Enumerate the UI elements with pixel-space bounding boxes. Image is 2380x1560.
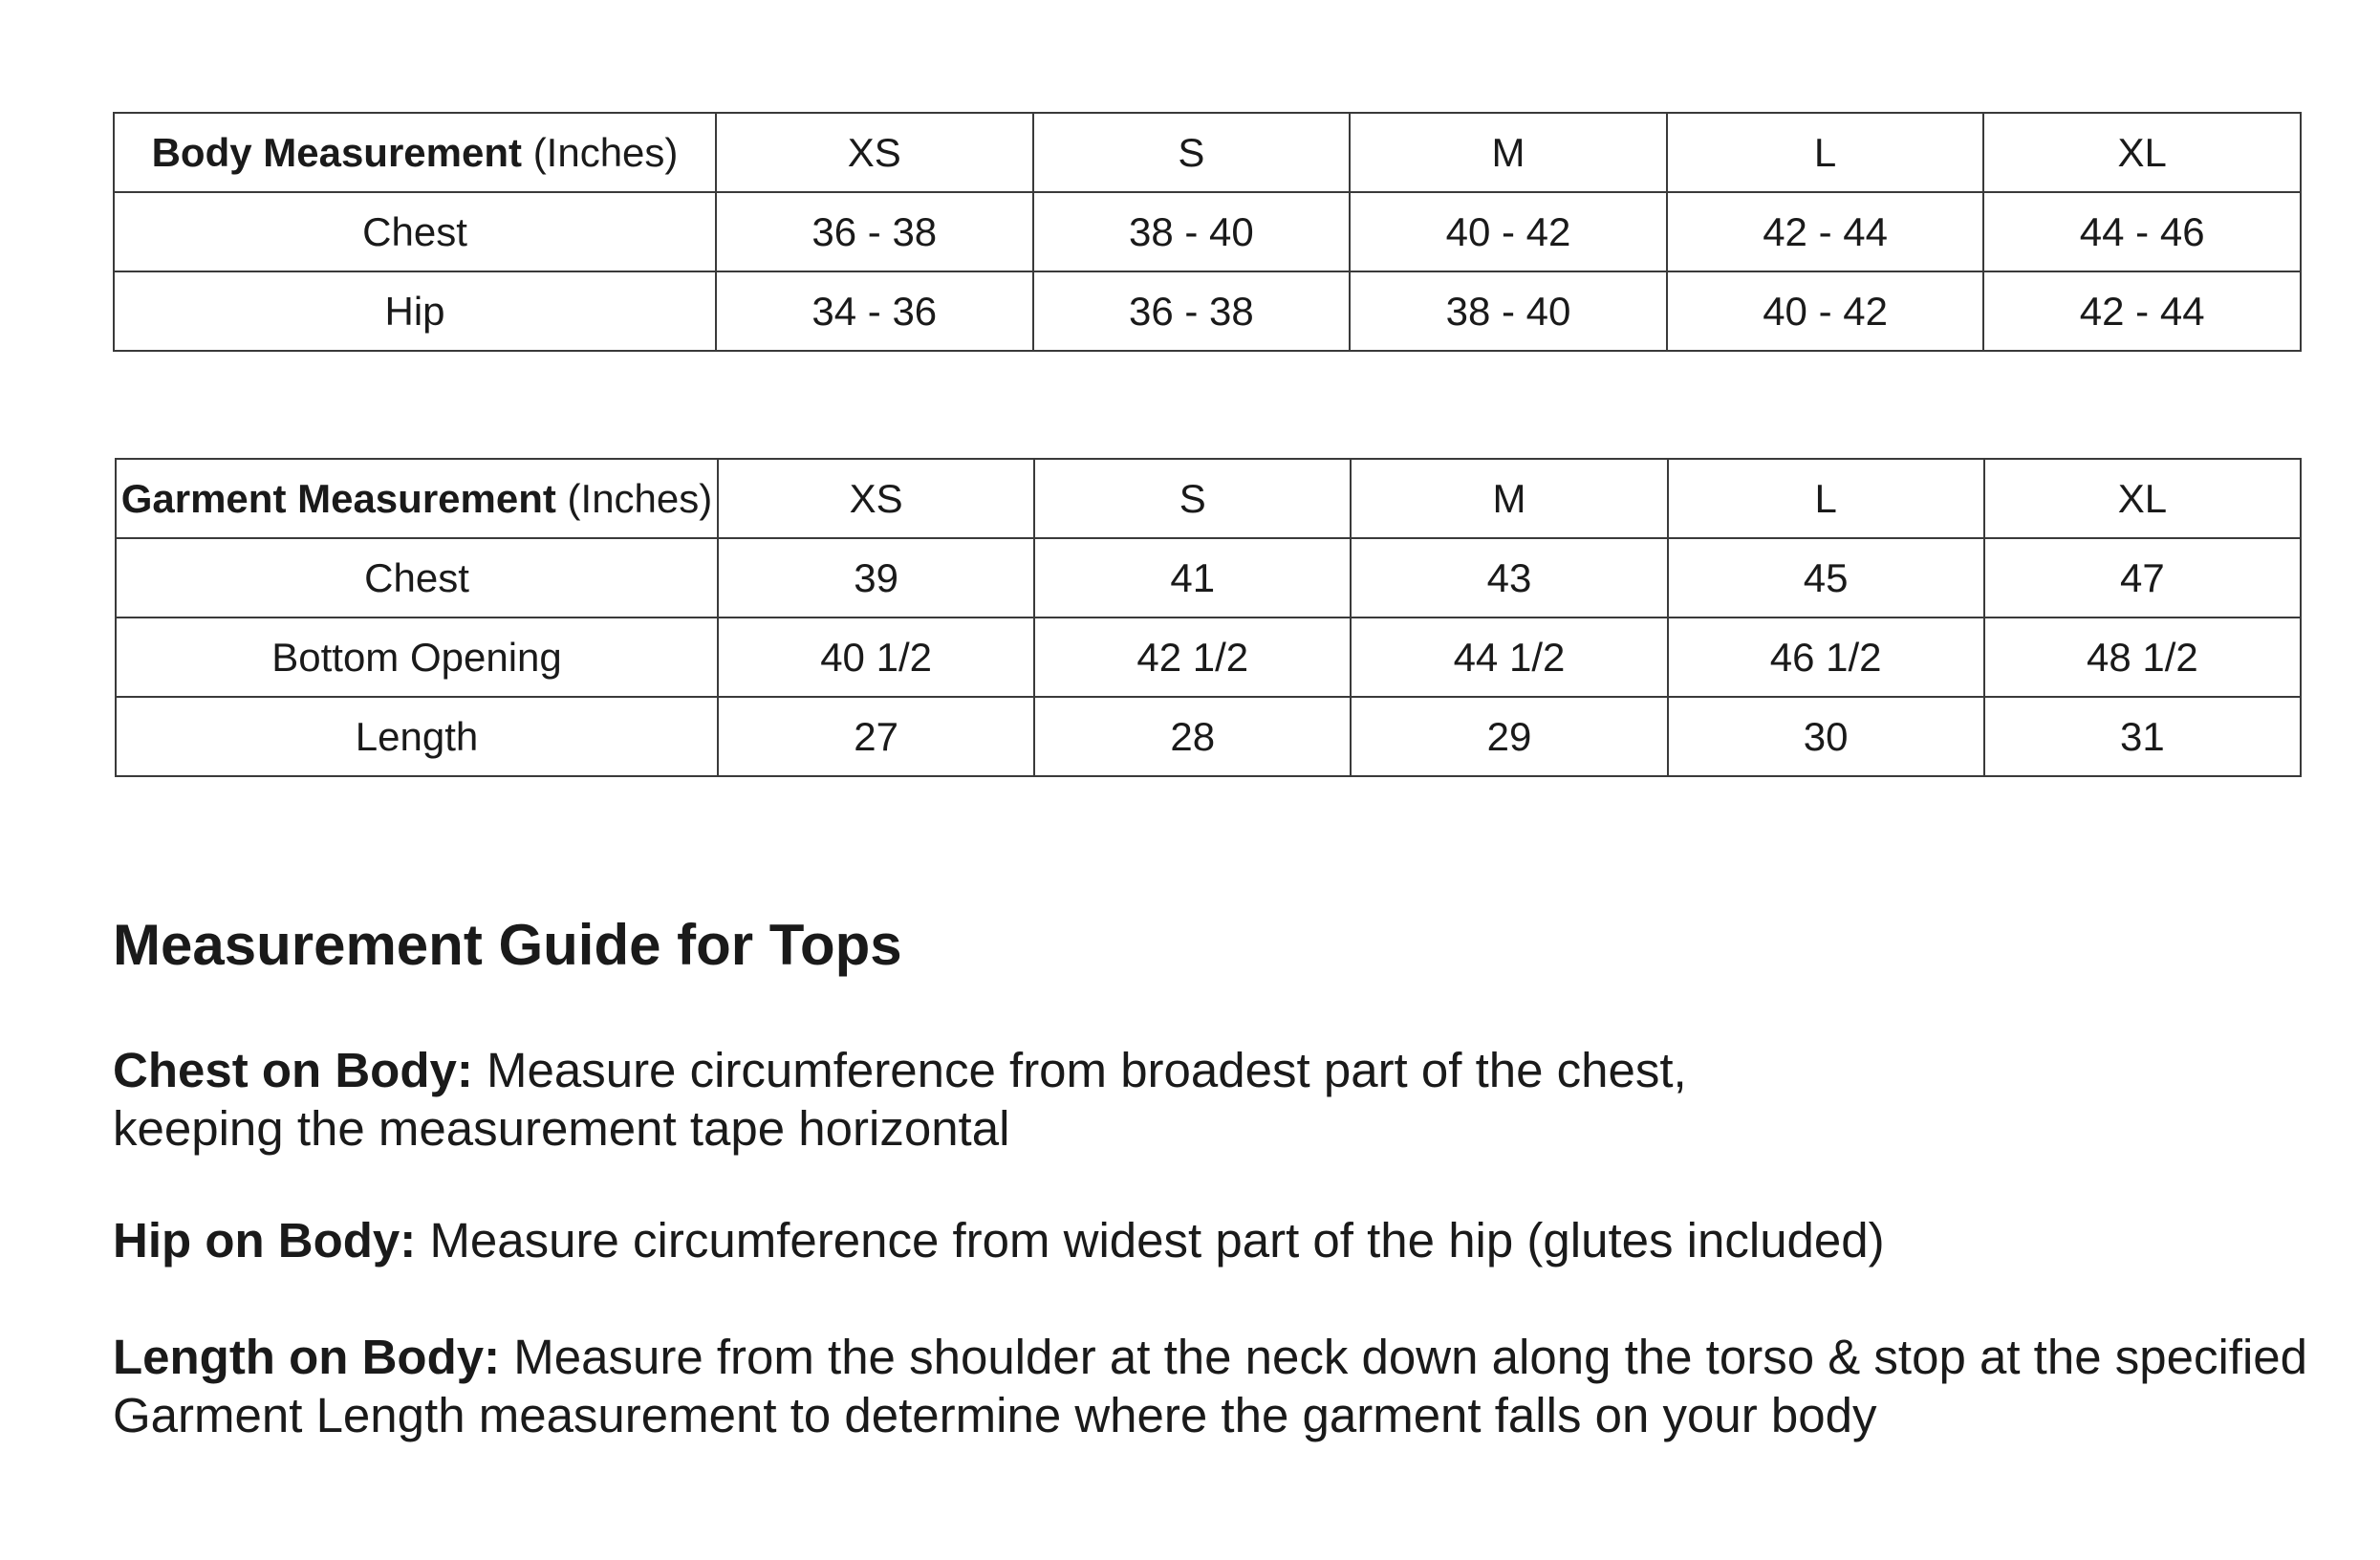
table-cell: 41 — [1034, 538, 1351, 618]
table-cell: 40 1/2 — [718, 618, 1034, 697]
table-cell: 42 1/2 — [1034, 618, 1351, 697]
guide-length-paragraph — [113, 1328, 2369, 1444]
row-label: Chest — [114, 192, 716, 271]
table-cell: 44 - 46 — [1983, 192, 2301, 271]
row-label: Bottom Opening — [116, 618, 718, 697]
table-cell: 39 — [718, 538, 1034, 618]
table-cell: 44 1/2 — [1351, 618, 1667, 697]
size-header-s: S — [1033, 113, 1351, 192]
size-header-xl: XL — [1983, 113, 2301, 192]
table-cell: 43 — [1351, 538, 1667, 618]
table-cell: 27 — [718, 697, 1034, 776]
size-header-xl: XL — [1984, 459, 2301, 538]
header-label-unit: (Inches) — [532, 129, 679, 175]
table-row — [116, 618, 2301, 697]
table-cell: 36 - 38 — [1033, 271, 1351, 351]
header-label-cell — [114, 113, 716, 192]
row-label: Hip — [114, 271, 716, 351]
table-row — [116, 538, 2301, 618]
guide-hip-paragraph — [113, 1211, 2369, 1269]
header-label-bold: Garment Measurement — [120, 475, 556, 521]
table-cell: 42 - 44 — [1667, 192, 1984, 271]
size-header-m: M — [1351, 459, 1667, 538]
table-cell: 40 - 42 — [1350, 192, 1667, 271]
size-header-s: S — [1034, 459, 1351, 538]
guide-title: Measurement Guide for Tops — [113, 913, 902, 977]
guide-chest-line-1 — [113, 1041, 2369, 1099]
body-measurement-table — [113, 112, 2302, 352]
table-cell: 36 - 38 — [716, 192, 1033, 271]
guide-length-line-2: Garment Length measurement to determine where the garment falls on your body — [113, 1388, 1877, 1442]
table-cell: 46 1/2 — [1668, 618, 1984, 697]
size-header-l: L — [1667, 113, 1984, 192]
guide-hip-term: Hip on Body: — [113, 1213, 417, 1268]
table-row — [114, 192, 2301, 271]
header-label-cell — [116, 459, 718, 538]
table-cell: 34 - 36 — [716, 271, 1033, 351]
table-header-row — [116, 459, 2301, 538]
row-label: Chest — [116, 538, 718, 618]
table-cell: 45 — [1668, 538, 1984, 618]
guide-chest-paragraph — [113, 1041, 2369, 1158]
table-cell: 30 — [1668, 697, 1984, 776]
table-cell: 38 - 40 — [1350, 271, 1667, 351]
guide-chest-line-2: keeping the measurement tape horizontal — [113, 1101, 1010, 1156]
guide-length-term: Length on Body: — [113, 1330, 501, 1384]
guide-chest-text: Measure circumference from broadest part of the chest, — [472, 1043, 1687, 1097]
table-cell: 48 1/2 — [1984, 618, 2301, 697]
guide-hip-text: Measure circumference from widest part of the hip (glutes included) — [416, 1213, 1885, 1268]
table-row — [116, 697, 2301, 776]
row-label: Length — [116, 697, 718, 776]
table-cell: 47 — [1984, 538, 2301, 618]
header-label-unit: (Inches) — [567, 475, 713, 521]
table-cell: 38 - 40 — [1033, 192, 1351, 271]
size-header-xs: XS — [718, 459, 1034, 538]
header-label-bold: Body Measurement — [151, 129, 523, 175]
table-cell: 31 — [1984, 697, 2301, 776]
garment-measurement-table — [115, 458, 2302, 777]
size-header-m: M — [1350, 113, 1667, 192]
table-row — [114, 271, 2301, 351]
table-header-row — [114, 113, 2301, 192]
table-cell: 29 — [1351, 697, 1667, 776]
table-cell: 40 - 42 — [1667, 271, 1984, 351]
table-cell: 28 — [1034, 697, 1351, 776]
size-header-xs: XS — [716, 113, 1033, 192]
guide-chest-term: Chest on Body: — [113, 1043, 473, 1097]
table-cell: 42 - 44 — [1983, 271, 2301, 351]
guide-length-line-1 — [113, 1328, 2369, 1386]
guide-length-text: Measure from the shoulder at the neck down along the torso & stop at the specified — [500, 1330, 2308, 1384]
size-header-l: L — [1668, 459, 1984, 538]
